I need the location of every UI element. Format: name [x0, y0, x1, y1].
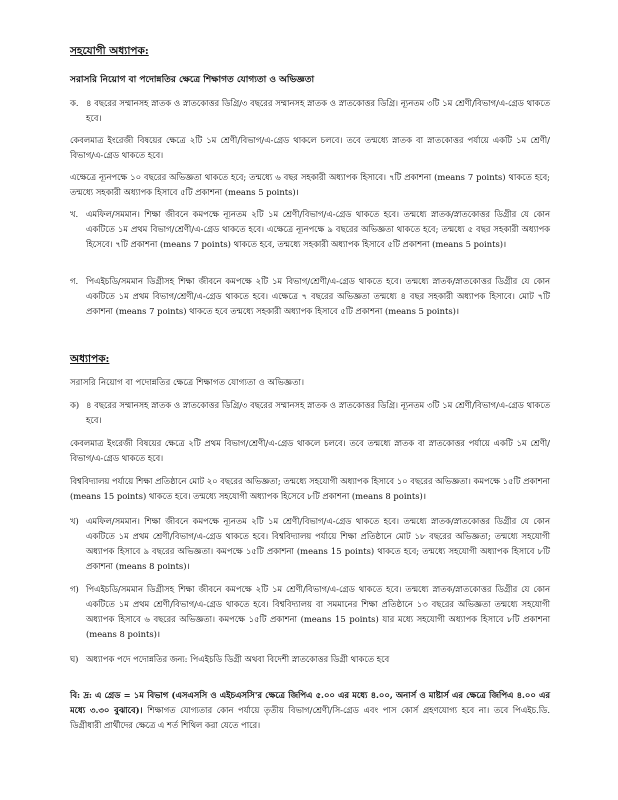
item-marker: গ) [70, 584, 79, 594]
item-marker: খ) [70, 516, 79, 526]
paragraph-english-exception: কেবলমাত্র ইংরেজী বিষয়ের ক্ষেত্রে ২টি ১ম শ্রেণী/বিভাগ/এ-গ্রেড থাকলে চলবে। তবে তন্মধ্যে স্নাতক বা স্নাতকোত্তর পর্যায়ে একটি ১ম শ্রেণী/বিভাগ/এ-গ্রেড থাকতে হবে। [70, 135, 550, 160]
paragraph-experience: এক্ষেত্রে ন্যূনপক্ষে ১০ বছরের অভিজ্ঞতা থাকতে হবে; তন্মধ্যে ৬ বছর সহকারী অধ্যাপক হিসাবে। ৭টি প্রকাশনা (means 7 points) থাকতে হবে; তন্মধ্যে সহকারী অধ্যাপক হিসাবে ৫টি প্রকাশনা (means 5 points)। [70, 172, 550, 197]
item-marker: ঘ) [70, 654, 79, 664]
paragraph-experience: বিশ্ববিদ্যালয় পর্যায়ে শিক্ষা প্রতিষ্ঠানে মোট ২০ বছরের অভিজ্ঞতা; তন্মধ্যে সহযোগী অধ্যাপক হিসাবে ১০ বছরের অভিজ্ঞতা। কমপক্ষে ১৫টি প্রকাশনা (means 15 points) থাকতে হবে। তন্মধ্যে সহযোগী অধ্যাপক হিসেবে ৮টি প্রকাশনা (means 8 points)। [70, 476, 550, 501]
section-heading-professor: অধ্যাপক: [70, 353, 110, 365]
note-rest-text: শিক্ষাগত যোগ্যতার কোন পর্যায়ে তৃতীয় বিভাগ/শ্রেণী/সি-গ্রেড এবং পাস কোর্স গ্রহণযোগ্য হবে না। তবে পিএইচ.ডি. ডিগ্রীধারী প্রার্থীদের ক্ষেত্রে এ শর্ত শিথিল করা যেতে পারে। [70, 705, 550, 730]
item-marker: ক. [70, 98, 79, 108]
item-text: ৪ বছরের সম্মানসহ স্নাতক ও স্নাতকোত্তর ডিগ্রি/৩ বছরের সম্মানসহ স্নাতক ও স্নাতকোত্তর ডিগ্রি। ন্যূনতম ৩টি ১ম শ্রেণী/বিভাগ/এ-গ্রেড থাকতে হবে। [86, 400, 550, 425]
list-item [70, 514, 550, 574]
section-subheading: সরাসরি নিয়োগ বা পদোন্নতির ক্ষেত্রে শিক্ষাগত যোগ্যতা ও অভিজ্ঞতা। [70, 378, 305, 388]
item-text: পিএইচডি/সমমান ডিগ্রীসহ শিক্ষা জীবনে কমপক্ষে ২টি ১ম শ্রেণী/বিভাগ/এ-গ্রেড থাকতে হবে। তন্মধ্যে স্নাতক/স্নাতকোত্তর ডিগ্রীর যে কোন একটিতে ১ম প্রথম শ্রেণী/বিভাগ/এ-গ্রেড থাকতে হবে। বিশ্ববিদ্যালয় বা সমমানের শিক্ষা প্রতিষ্ঠানে ১৩ বছরের অভিজ্ঞতা তন্মধ্যে সহযোগী অধ্যাপক হিসাবে ৬ বছরের অভিজ্ঞতা। কমপক্ষে ১৫টি প্রকাশনা (means 15 points) যার মধ্যে সহযোগী অধ্যাপক হিসাবে ৮টি প্রকাশনা (means 8 points)। [86, 584, 550, 639]
footnote [70, 688, 550, 733]
item-marker: খ. [70, 209, 79, 219]
list-item [70, 96, 550, 126]
item-marker: গ. [70, 276, 79, 286]
section-subheading: সরাসরি নিয়োগ বা পদোন্নতির ক্ষেত্রে শিক্ষাগত যোগ্যতা ও অভিজ্ঞতা [70, 75, 315, 85]
item-marker: ক) [70, 400, 80, 410]
item-text: অধ্যাপক পদে পদোন্নতির জন্য: পিএইচডি ডিগ্রী অথবা বিদেশী স্নাতকোত্তর ডিগ্রী থাকতে হবে [86, 654, 390, 664]
list-item [70, 652, 550, 667]
list-item [70, 274, 550, 319]
item-text: এমফিল/সমমান। শিক্ষা জীবনে কমপক্ষে ন্যূনতম ২টি ১ম শ্রেণী/বিভাগ/এ-গ্রেড থাকতে হবে। তন্মধ্যে স্নাতক/স্নাতকোত্তর ডিগ্রীর যে কোন একটিতে ১ম প্রথম শ্রেণী/বিভাগ/এ-গ্রেড থাকতে হবে। বিশ্ববিদ্যালয় পর্যায়ে শিক্ষা প্রতিষ্ঠানে মোট ১৮ বছরের অভিজ্ঞতা; তন্মধ্যে সহযোগী অধ্যাপক হিসাবে ৯ বছরের অভিজ্ঞতা। কমপক্ষে ১৫টি প্রকাশনা (means 15 points) থাকতে হবে; তন্মধ্যে সহযোগী অধ্যাপক হিসাবে ৮টি প্রকাশনা (means 8 points)। [86, 516, 550, 571]
item-text: এমফিল/সমমান। শিক্ষা জীবনে কমপক্ষে ন্যূনতম ২টি ১ম শ্রেণী/বিভাগ/এ-গ্রেড থাকতে হবে। তন্মধ্যে স্নাতক/স্নাতকোত্তর ডিগ্রীর যে কোন একটিতে ১ম প্রথম বিভাগ/শ্রেণী/এ-গ্রেড থাকতে হবে। এক্ষেত্রে ন্যূনপক্ষে ৯ বছরের অভিজ্ঞতা থাকতে হবে; তন্মধ্যে ৫ বছর সহকারী অধ্যাপক হিসেবে। ৭টি প্রকাশনা (means 7 points) থাকতে হবে, তন্মধ্যে সহকারী অধ্যাপক হিসাবে ৫টি প্রকাশনা (means 5 points)। [86, 209, 550, 249]
note-bold-text: এ গ্রেড = ১ম বিভাগ (এসএসসি ও এইচএসসি'র ক্ষেত্রে জিপিএ ৫.০০ এর মধ্যে ৪.০০, অনার্স ও মাষ্টার্স এর ক্ষেত্রে জিপিএ ৪.০০ এর মধ্যে ৩.৩০ বুঝাবে)। [70, 690, 550, 715]
section-heading-associate-professor: সহযোগী অধ্যাপক: [70, 45, 149, 57]
note-label: বি: দ্র: [70, 690, 93, 700]
paragraph-english-exception: কেবলমাত্র ইংরেজী বিষয়ের ক্ষেত্রে ২টি প্রথম বিভাগ/শ্রেণী/এ-গ্রেড থাকলে চলবে। তবে তন্মধ্যে স্নাতক বা স্নাতকোত্তর পর্যায়ে একটি ১ম শ্রেণী/বিভাগ/এ-গ্রেড থাকতে হবে। [70, 438, 550, 463]
item-text: পিএইচডি/সমমান ডিগ্রীসহ শিক্ষা জীবনে কমপক্ষে ২টি ১ম বিভাগ/শ্রেণী/এ-গ্রেড থাকতে হবে। তন্মধ্যে স্নাতক/স্নাতকোত্তর ডিগ্রীর যে কোন একটিতে ১ম প্রথম বিভাগ/শ্রেণী/এ-গ্রেড থাকতে হবে। এক্ষেত্রে ৭ বছরের অভিজ্ঞতা তন্মধ্যে ৪ বছর সহকারী অধ্যাপক হিসাবে। মোট ৭টি প্রকাশনা (means 7 points) থাকতে হবে তন্মধ্যে সহকারী অধ্যাপক হিসাবে ৫টি প্রকাশনা (means 5 points)। [86, 276, 550, 316]
list-item [70, 207, 550, 252]
list-item [70, 398, 550, 428]
list-item [70, 582, 550, 642]
item-text: ৪ বছরের সম্মানসহ স্নাতক ও স্নাতকোত্তর ডিগ্রি/৩ বছরের সম্মানসহ স্নাতক ও স্নাতকোত্তর ডিগ্রি। ন্যূনতম ৩টি ১ম শ্রেণী/বিভাগ/এ-গ্রেড থাকতে হবে। [86, 98, 550, 123]
